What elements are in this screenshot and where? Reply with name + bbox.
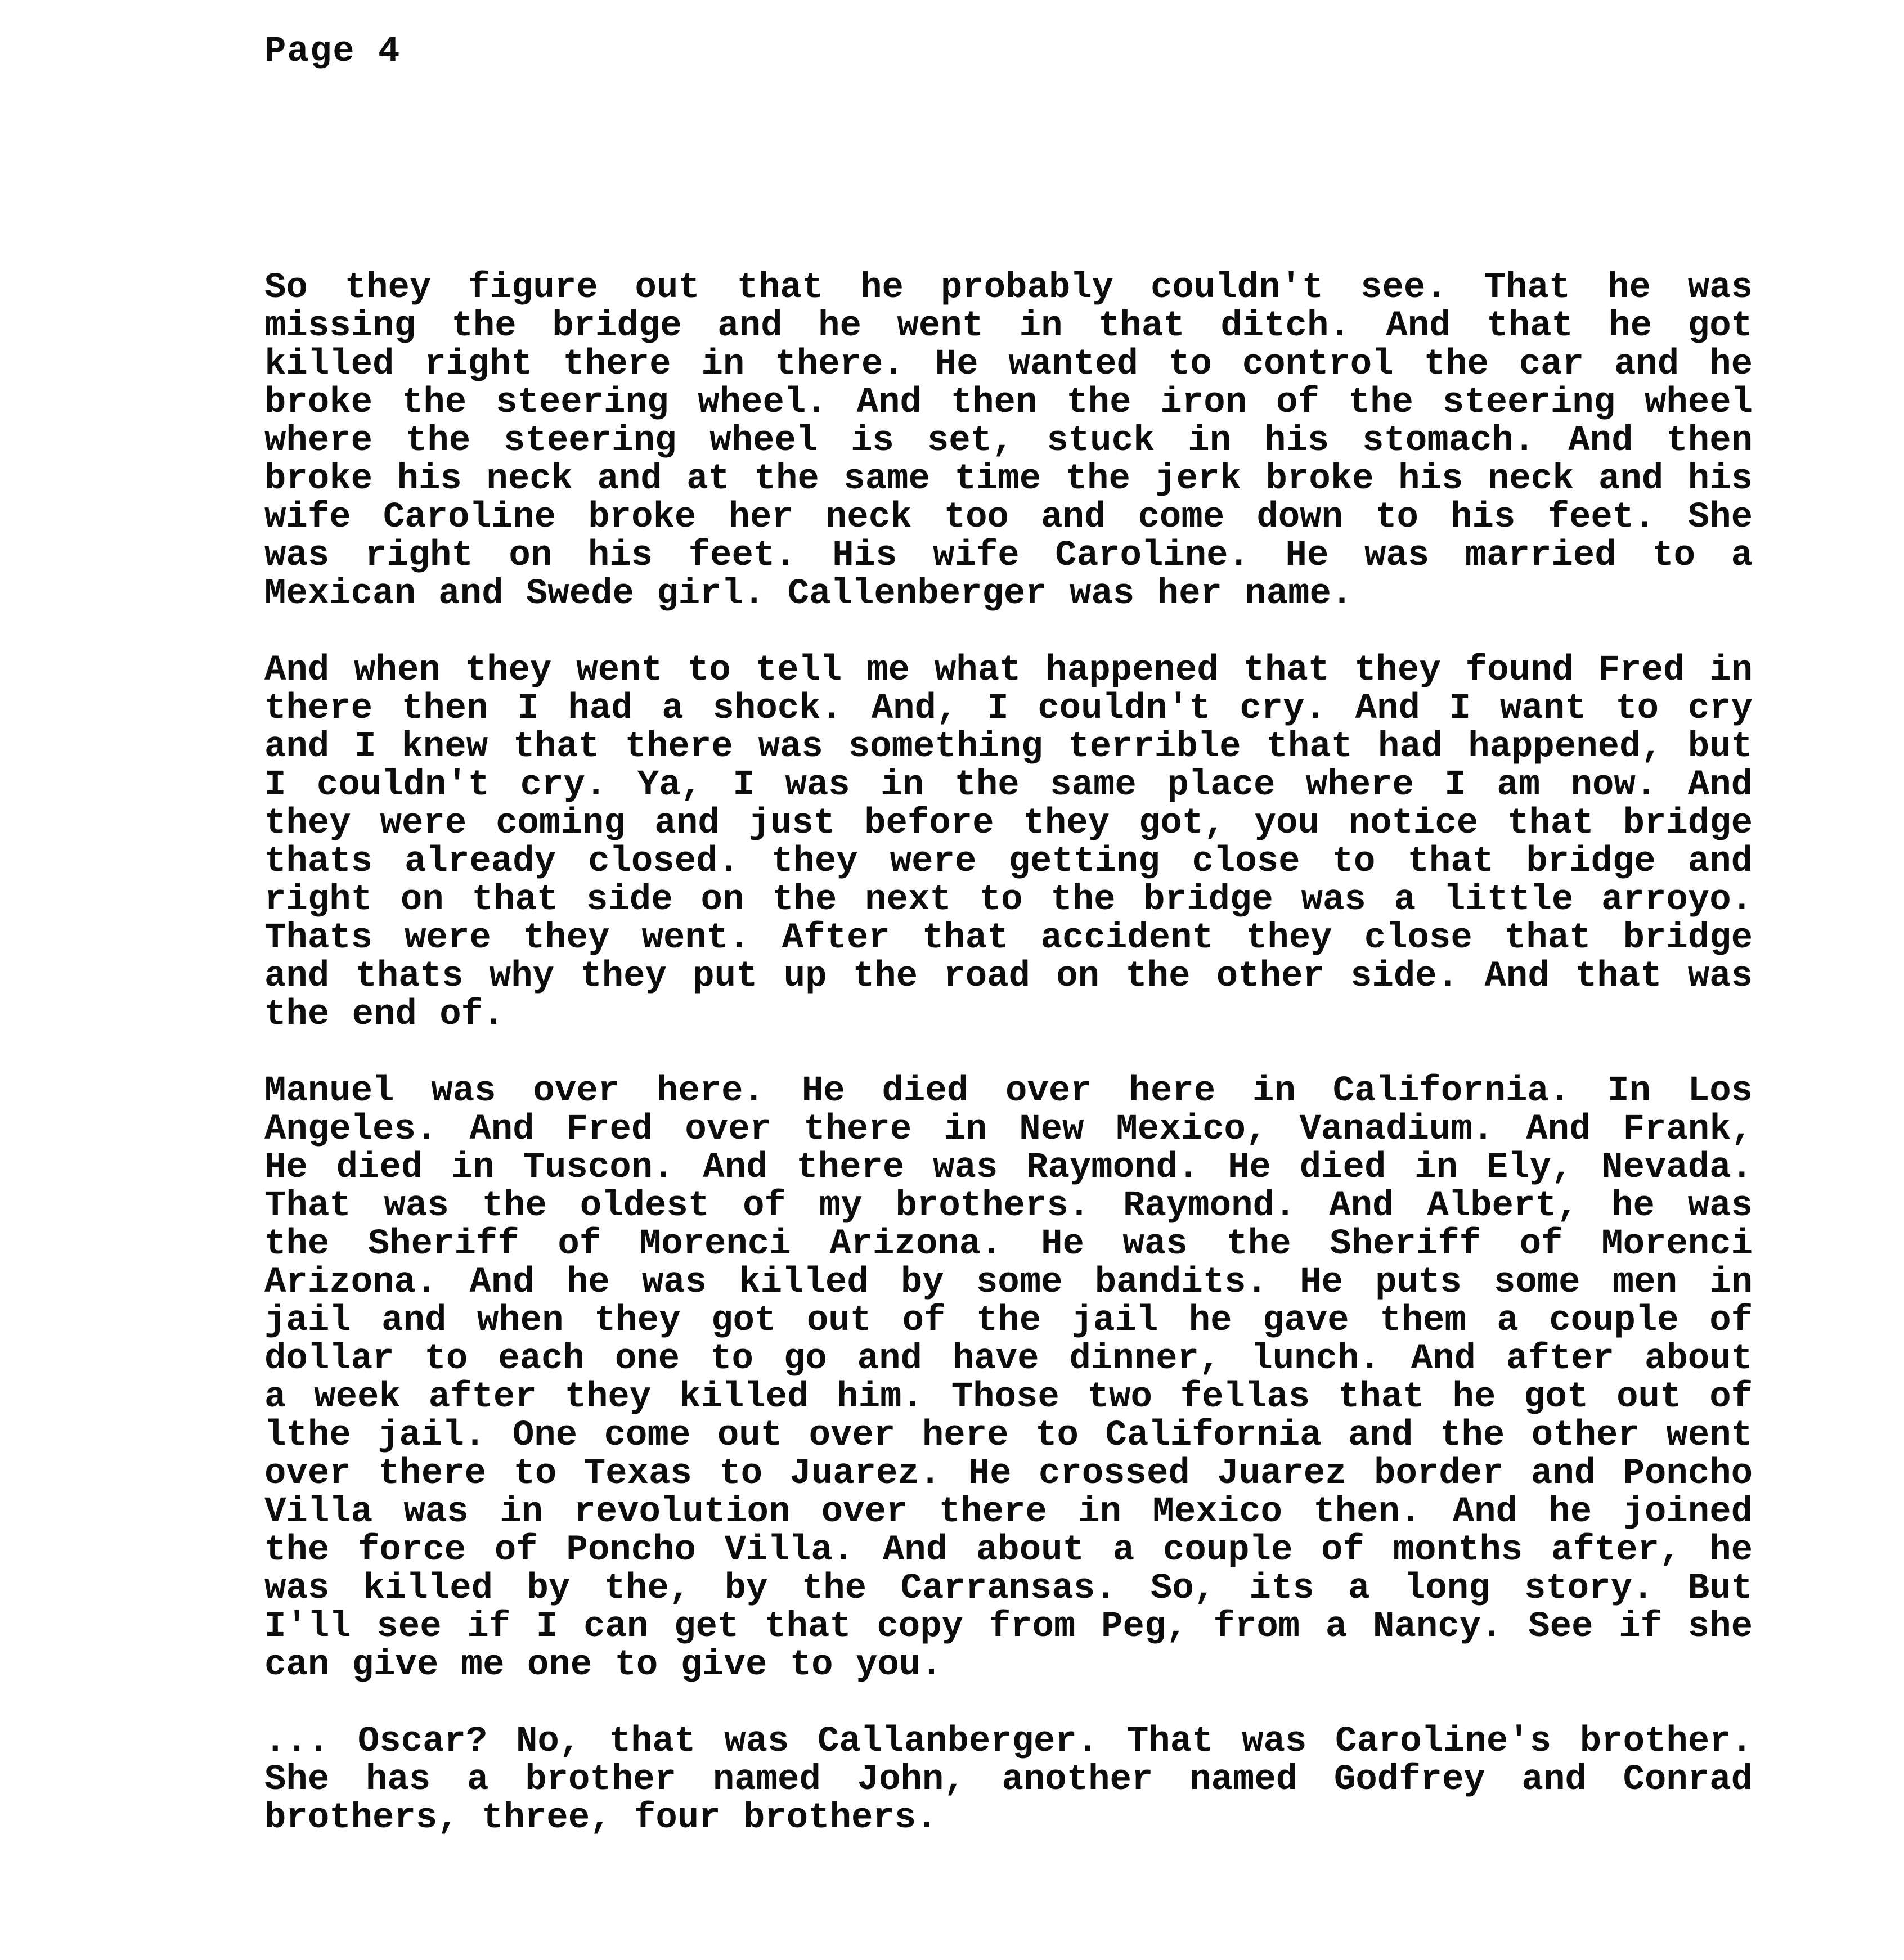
text-line: I couldn't cry. Ya, I was in the same place where I am now. And — [264, 765, 1753, 806]
text-line: the force of Poncho Villa. And about a couple of months after, he — [264, 1530, 1753, 1571]
page-number-header: Page 4 — [264, 32, 401, 72]
text-line: Arizona. And he was killed by some bandits. He puts some men in — [264, 1262, 1753, 1303]
text-line: wife Caroline broke her neck too and come down to his feet. She — [264, 497, 1753, 538]
text-line: a week after they killed him. Those two fellas that he got out of — [264, 1377, 1753, 1418]
paragraph-3 — [264, 1072, 1753, 1684]
text-line: She has a brother named John, another named Godfrey and Conrad — [264, 1760, 1753, 1800]
text-line: Mexican and Swede girl. Callenberger was her name. — [264, 574, 1353, 614]
text-line: was killed by the, by the Carransas. So, its a long story. But — [264, 1568, 1753, 1609]
text-line: jail and when they got out of the jail he gave them a couple of — [264, 1301, 1753, 1341]
paragraph-2 — [264, 651, 1753, 1034]
text-line: So they figure out that he probably couldn't see. That he was — [264, 268, 1753, 308]
text-line: Thats were they went. After that accident they close that bridge — [264, 918, 1753, 959]
text-line: right on that side on the next to the bridge was a little arroyo. — [264, 880, 1753, 920]
text-line: He died in Tuscon. And there was Raymond. He died in Ely, Nevada. — [264, 1148, 1753, 1188]
text-line: brothers, three, four brothers. — [264, 1798, 938, 1838]
text-line: ... Oscar? No, that was Callanberger. That was Caroline's brother. — [264, 1721, 1753, 1762]
text-line: and thats why they put up the road on the other side. And that was — [264, 956, 1753, 997]
text-line: broke his neck and at the same time the jerk broke his neck and his — [264, 459, 1753, 500]
text-line: And when they went to tell me what happened that they found Fred in — [264, 650, 1753, 691]
text-line: there then I had a shock. And, I couldn't cry. And I want to cry — [264, 689, 1753, 729]
text-line: the end of. — [264, 995, 505, 1035]
document-body — [264, 269, 1753, 1837]
text-line: killed right there in there. He wanted to control the car and he — [264, 344, 1753, 385]
text-line: they were coming and just before they got, you notice that bridge — [264, 803, 1753, 844]
paragraph-4 — [264, 1723, 1753, 1837]
text-line: dollar to each one to go and have dinner, lunch. And after about — [264, 1339, 1753, 1379]
text-line: Manuel was over here. He died over here in California. In Los — [264, 1071, 1753, 1112]
text-line: was right on his feet. His wife Caroline. He was married to a — [264, 536, 1753, 576]
text-line: lthe jail. One come out over here to California and the other went — [264, 1415, 1753, 1456]
text-line: That was the oldest of my brothers. Raymond. And Albert, he was — [264, 1186, 1753, 1226]
text-line: can give me one to give to you. — [264, 1645, 942, 1685]
text-line: thats already closed. they were getting close to that bridge and — [264, 842, 1753, 882]
text-line: Angeles. And Fred over there in New Mexico, Vanadium. And Frank, — [264, 1109, 1753, 1150]
text-line: and I knew that there was something terrible that had happened, but — [264, 727, 1753, 767]
text-line: I'll see if I can get that copy from Peg, from a Nancy. See if she — [264, 1607, 1753, 1647]
text-line: missing the bridge and he went in that ditch. And that he got — [264, 306, 1753, 347]
paragraph-1 — [264, 269, 1753, 613]
text-line: the Sheriff of Morenci Arizona. He was the Sheriff of Morenci — [264, 1224, 1753, 1265]
text-line: where the steering wheel is set, stuck in his stomach. And then — [264, 421, 1753, 461]
text-line: over there to Texas to Juarez. He crossed Juarez border and Poncho — [264, 1454, 1753, 1494]
text-line: Villa was in revolution over there in Mexico then. And he joined — [264, 1492, 1753, 1532]
text-line: broke the steering wheel. And then the iron of the steering wheel — [264, 383, 1753, 423]
